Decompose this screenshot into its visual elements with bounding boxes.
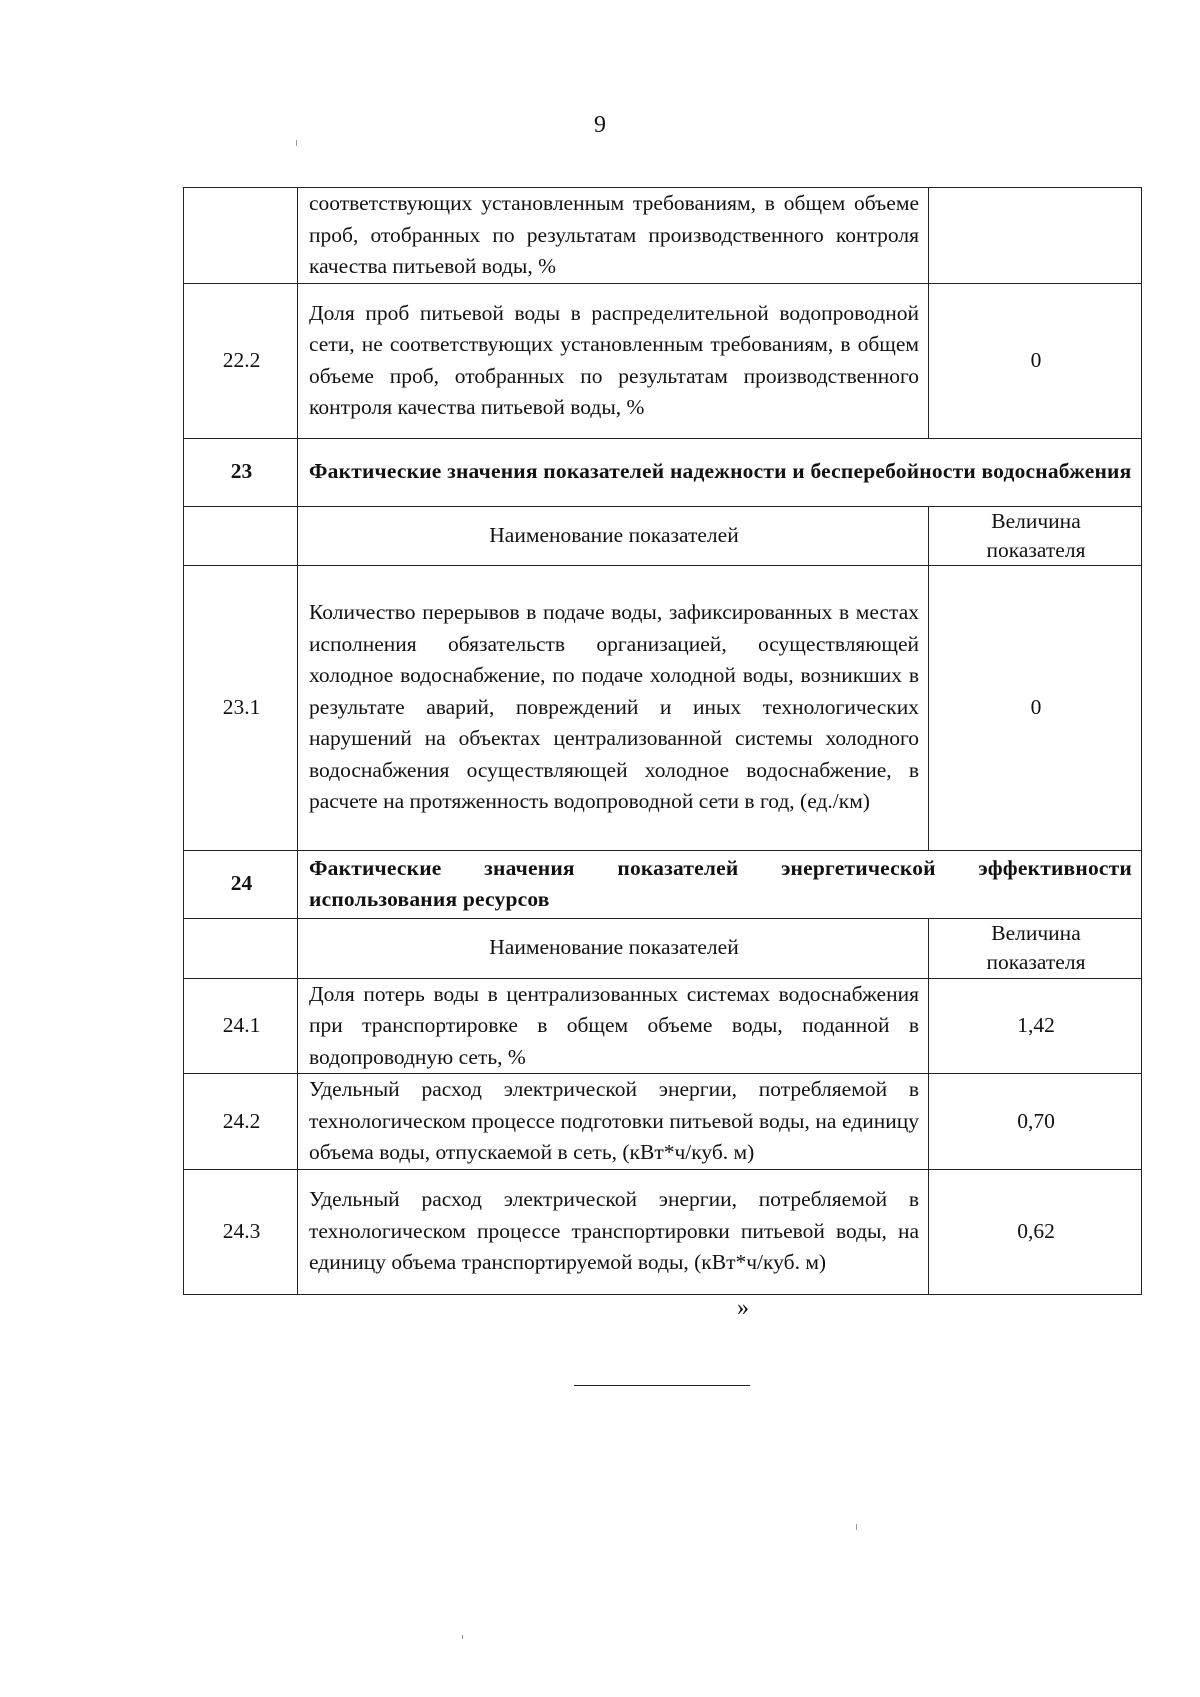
indicator-value: 0 (929, 283, 1142, 438)
scan-speck (296, 140, 297, 146)
end-separator-line (574, 1385, 750, 1386)
row-number: 23.1 (184, 565, 298, 850)
section-number: 24 (184, 850, 298, 918)
indicator-description: Удельный расход электрической энергии, потребляемой в технологическом процессе подготовки питьевой воды, на единицу объема воды, отпускаемой в сеть, (кВт*ч/куб. м) (298, 1074, 929, 1170)
scan-speck (856, 1524, 857, 1530)
table-row-continuation (184, 188, 1142, 284)
row-number: 24.1 (184, 978, 298, 1074)
indicator-value: 0,70 (929, 1074, 1142, 1170)
column-header-name: Наименование показателей (298, 506, 929, 565)
section-number: 23 (184, 438, 298, 506)
indicators-table (183, 187, 1142, 1295)
row-number: 24.3 (184, 1169, 298, 1294)
table-row-24-3 (184, 1169, 1142, 1294)
column-header-row-23 (184, 506, 1142, 565)
header-empty-cell (184, 918, 298, 978)
indicator-description: Доля проб питьевой воды в распределительной водопроводной сети, не соответствующих установленным требованиям, в общем объеме проб, отобранных по результатам производственного контроля качества питьевой воды, % (298, 283, 929, 438)
column-header-value: Величина показателя (929, 918, 1142, 978)
section-row-23 (184, 438, 1142, 506)
column-header-name: Наименование показателей (298, 918, 929, 978)
column-header-row-24 (184, 918, 1142, 978)
indicator-description: Удельный расход электрической энергии, потребляемой в технологическом процессе транспортировки питьевой воды, на единицу объема транспортируемой воды, (кВт*ч/куб. м) (298, 1169, 929, 1294)
column-header-value: Величина показателя (929, 506, 1142, 565)
table-row-22-2 (184, 283, 1142, 438)
table-row-24-1 (184, 978, 1142, 1074)
section-title: Фактические значения показателей надежности и бесперебойности водоснабжения (298, 438, 1142, 506)
row-number (184, 188, 298, 284)
indicator-value: 1,42 (929, 978, 1142, 1074)
indicator-value (929, 188, 1142, 284)
table-row-24-2 (184, 1074, 1142, 1170)
row-number: 22.2 (184, 283, 298, 438)
table-row-23-1 (184, 565, 1142, 850)
header-empty-cell (184, 506, 298, 565)
indicator-value: 0 (929, 565, 1142, 850)
scan-speck (462, 1635, 463, 1639)
indicator-description: соответствующих установленным требованиям, в общем объеме проб, отобранных по результатам производственного контроля качества питьевой воды, % (298, 188, 929, 284)
page-number: 9 (594, 112, 606, 138)
row-number: 24.2 (184, 1074, 298, 1170)
indicator-description: Количество перерывов в подаче воды, зафиксированных в местах исполнения обязательств организацией, осуществляющей холодное водоснабжение, по подаче холодной воды, возникших в результате аварий, повреждений и иных технологических нарушений на объектах централизованной системы холодного водоснабжения осуществляющей холодное водоснабжение, в расчете на протяженность водопроводной сети в год, (ед./км) (298, 565, 929, 850)
section-row-24 (184, 850, 1142, 918)
indicator-description: Доля потерь воды в централизованных системах водоснабжения при транспортировке в общем объеме воды, поданной в водопроводную сеть, % (298, 978, 929, 1074)
indicator-value: 0,62 (929, 1169, 1142, 1294)
closing-quote: » (737, 1295, 749, 1321)
section-title: Фактические значения показателей энергетической эффективности использования ресурсов (298, 850, 1142, 918)
